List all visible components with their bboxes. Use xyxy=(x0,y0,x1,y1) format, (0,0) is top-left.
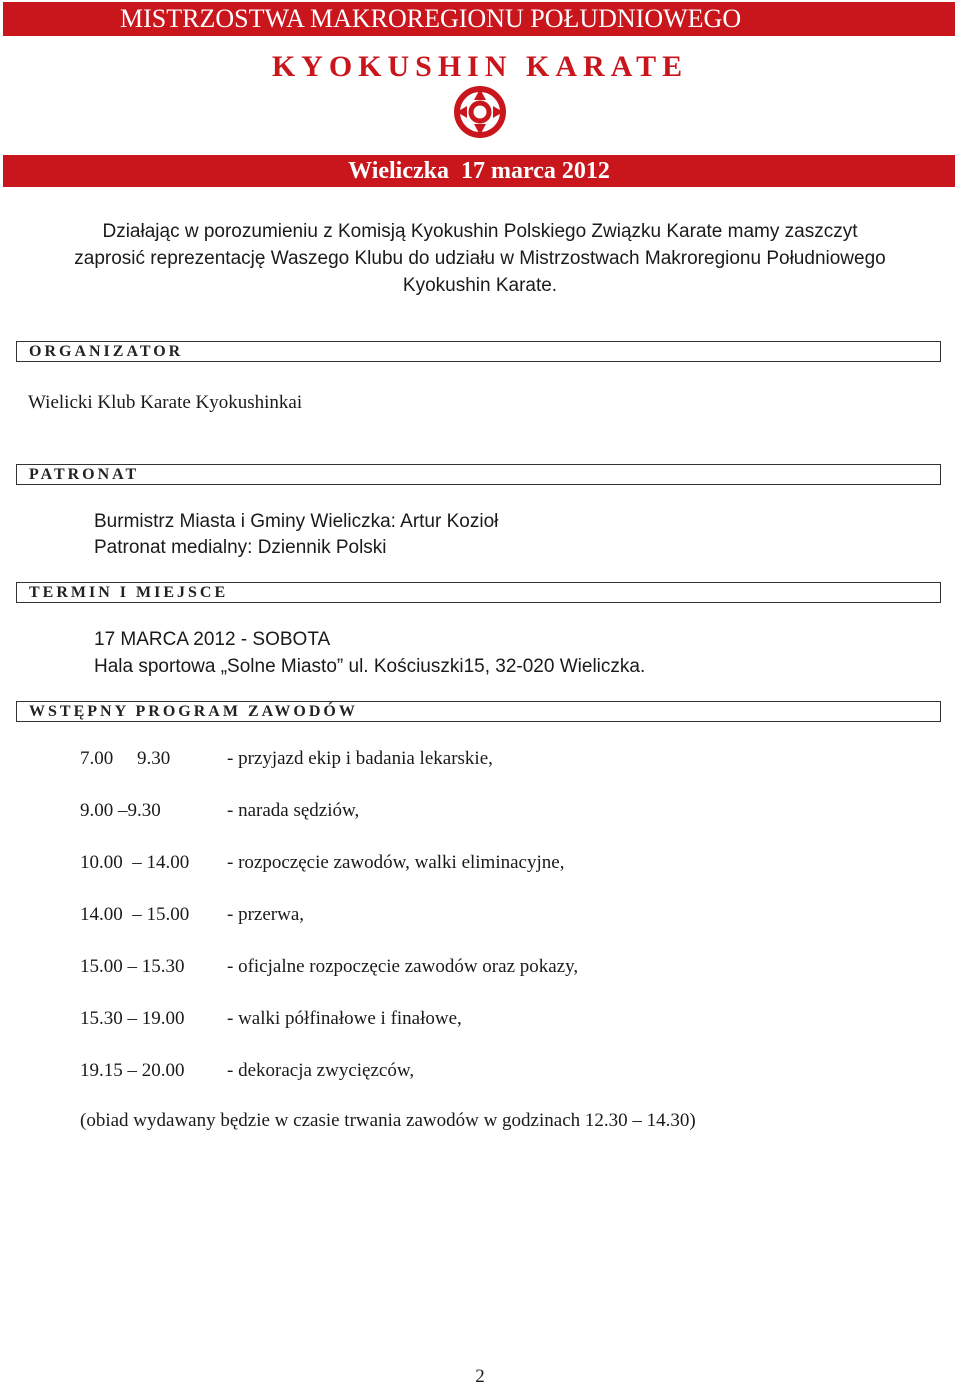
program-description: - przyjazd ekip i badania lekarskie, xyxy=(227,748,493,769)
patronage-heading: PATRONAT xyxy=(16,464,941,485)
program-description: - oficjalne rozpoczęcie zawodów oraz pokazy, xyxy=(227,956,579,977)
title-banner xyxy=(3,2,955,36)
kyokushin-kanku-icon xyxy=(452,86,508,138)
program-description: - walki półfinałowe i finałowe, xyxy=(227,1008,462,1029)
program-description: - przerwa, xyxy=(227,904,305,925)
program-description: - narada sędziów, xyxy=(227,800,360,821)
intro-line: Działając w porozumieniu z Komisją Kyokushin Polskiego Związku Karate mamy zaszczyt xyxy=(102,221,858,242)
program-time: 9.00 –9.30 xyxy=(80,800,161,821)
program-time: 15.30 – 19.00 xyxy=(80,1008,185,1029)
intro-line: zaprosić reprezentację Waszego Klubu do udziału w Mistrzostwach Makroregionu Południowego xyxy=(74,248,886,269)
page-number: 2 xyxy=(475,1366,485,1387)
event-date-banner xyxy=(3,155,955,187)
program-time: 10.00 – 14.00 xyxy=(80,852,190,873)
intro-paragraph xyxy=(20,218,940,299)
event-title: MISTRZOSTWA MAKROREGIONU POŁUDNIOWEGO xyxy=(120,4,742,33)
program-time: 14.00 – 15.00 xyxy=(80,904,190,925)
patronage-line: Patronat medialny: Dziennik Polski xyxy=(94,537,387,558)
event-date: Wieliczka 17 marca 2012 xyxy=(348,158,610,184)
organizer-heading: ORGANIZATOR xyxy=(16,341,941,362)
program-time: 7.00 9.30 xyxy=(80,748,171,769)
program-description: - rozpoczęcie zawodów, walki eliminacyjne, xyxy=(227,852,565,873)
venue-heading: TERMIN I MIEJSCE xyxy=(16,582,941,603)
intro-line: Kyokushin Karate. xyxy=(402,275,558,296)
event-day: 17 MARCA 2012 - SOBOTA xyxy=(94,629,331,650)
program-heading: WSTĘPNY PROGRAM ZAWODÓW xyxy=(16,701,941,722)
organizer-name: Wielicki Klub Karate Kyokushinkai xyxy=(28,392,303,413)
venue-address: Hala sportowa „Solne Miasto” ul. Kościuszki15, 32-020 Wieliczka. xyxy=(94,656,646,677)
program-time: 19.15 – 20.00 xyxy=(80,1060,185,1081)
patronage-line: Burmistrz Miasta i Gminy Wieliczka: Artur Kozioł xyxy=(94,511,499,532)
lunch-note: (obiad wydawany będzie w czasie trwania zawodów w godzinach 12.30 – 14.30) xyxy=(80,1110,696,1131)
program-description: - dekoracja zwycięzców, xyxy=(227,1060,415,1081)
event-subtitle: KYOKUSHIN KARATE xyxy=(271,50,689,83)
program-time: 15.00 – 15.30 xyxy=(80,956,185,977)
